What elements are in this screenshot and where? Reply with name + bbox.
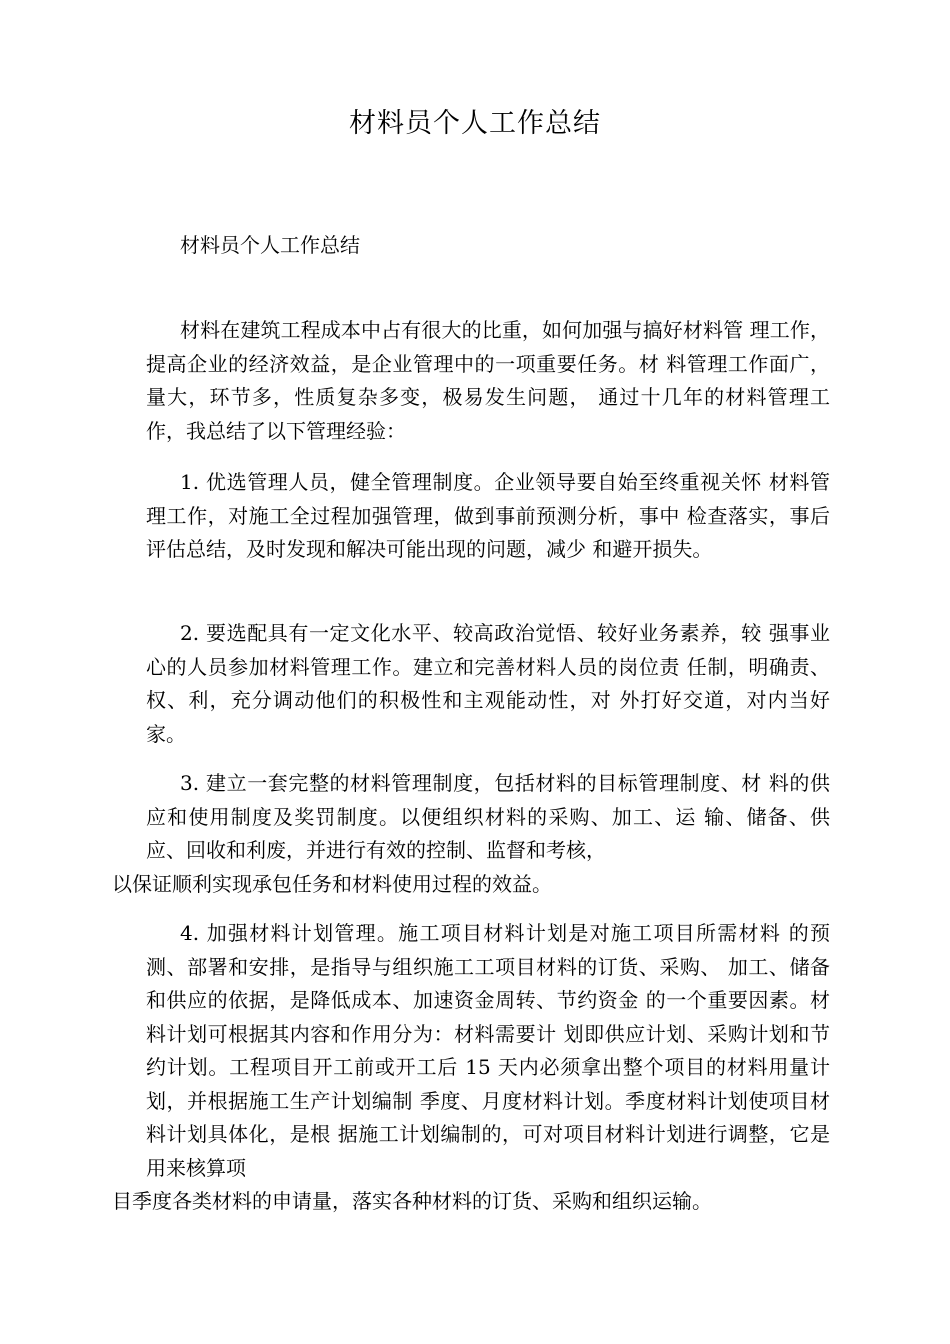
paragraph-text: 材料在建筑工程成本中占有很大的比重，如何加强与搞好材料管 理工作，提高企业的经济效益，是企业管理中的一项重要任务。材 料管理工作面广，量大，环节多，性质复杂多变，极易发生问题， 通过十几年的材料管理工作，我总结了以下管理经验： [146, 318, 830, 443]
paragraph-text: 2. 要选配具有一定文化水平、较高政治觉悟、较好业务素养，较 强事业心的人员参加材料管理工作。建立和完善材料人员的岗位责 任制，明确责、权、利，充分调动他们的积极性和主观能动性，对 外打好交道，对内当好家。 [146, 621, 830, 746]
point-3-paragraph [112, 767, 830, 901]
point-4-paragraph [112, 917, 830, 1219]
paragraph-continuation-text: 以保证顺利实现承包任务和材料使用过程的效益。 [112, 871, 552, 896]
paragraph-text: 3. 建立一套完整的材料管理制度，包括材料的目标管理制度、材 料的供应和使用制度及奖罚制度。以便组织材料的采购、加工、运 输、储备、供应、回收和利废，并进行有效的控制、监督和考核， [146, 771, 830, 862]
paragraph-text: 1. 优选管理人员，健全管理制度。企业领导要自始至终重视关怀 材料管理工作，对施工全过程加强管理，做到事前预测分析，事中 检查落实，事后评估总结，及时发现和解决可能出现的问题，减少 和避开损失。 [146, 470, 830, 561]
point-2-paragraph [146, 617, 830, 751]
point-1-paragraph [146, 466, 830, 567]
document-subtitle: 材料员个人工作总结 [180, 233, 360, 257]
document-title: 材料员个人工作总结 [349, 108, 601, 139]
intro-paragraph [146, 314, 830, 448]
paragraph-continuation-text: 目季度各类材料的申请量，落实各种材料的订货、采购和组织运输。 [112, 1189, 712, 1213]
paragraph-text: 4. 加强材料计划管理。施工项目材料计划是对施工项目所需材料 的预测、部署和安排，是指导与组织施工工项目材料的订货、采购、 加工、储备和供应的依据，是降低成本、加速资金周转、节约资金 的一个重要因素。材料计划可根据其内容和作用分为：材料需要计 划即供应计划、采购计划和节约计划。工程项目开工前或开工后 15 天内必须拿出整个项目的材料用量计划，并根据施工生产计划编制 季度、月度材料计划。季度材料计划使项目材料计划具体化，是根 据施工计划编制的，可对项目材料计划进行调整，它是用来核算项 [146, 921, 830, 1180]
